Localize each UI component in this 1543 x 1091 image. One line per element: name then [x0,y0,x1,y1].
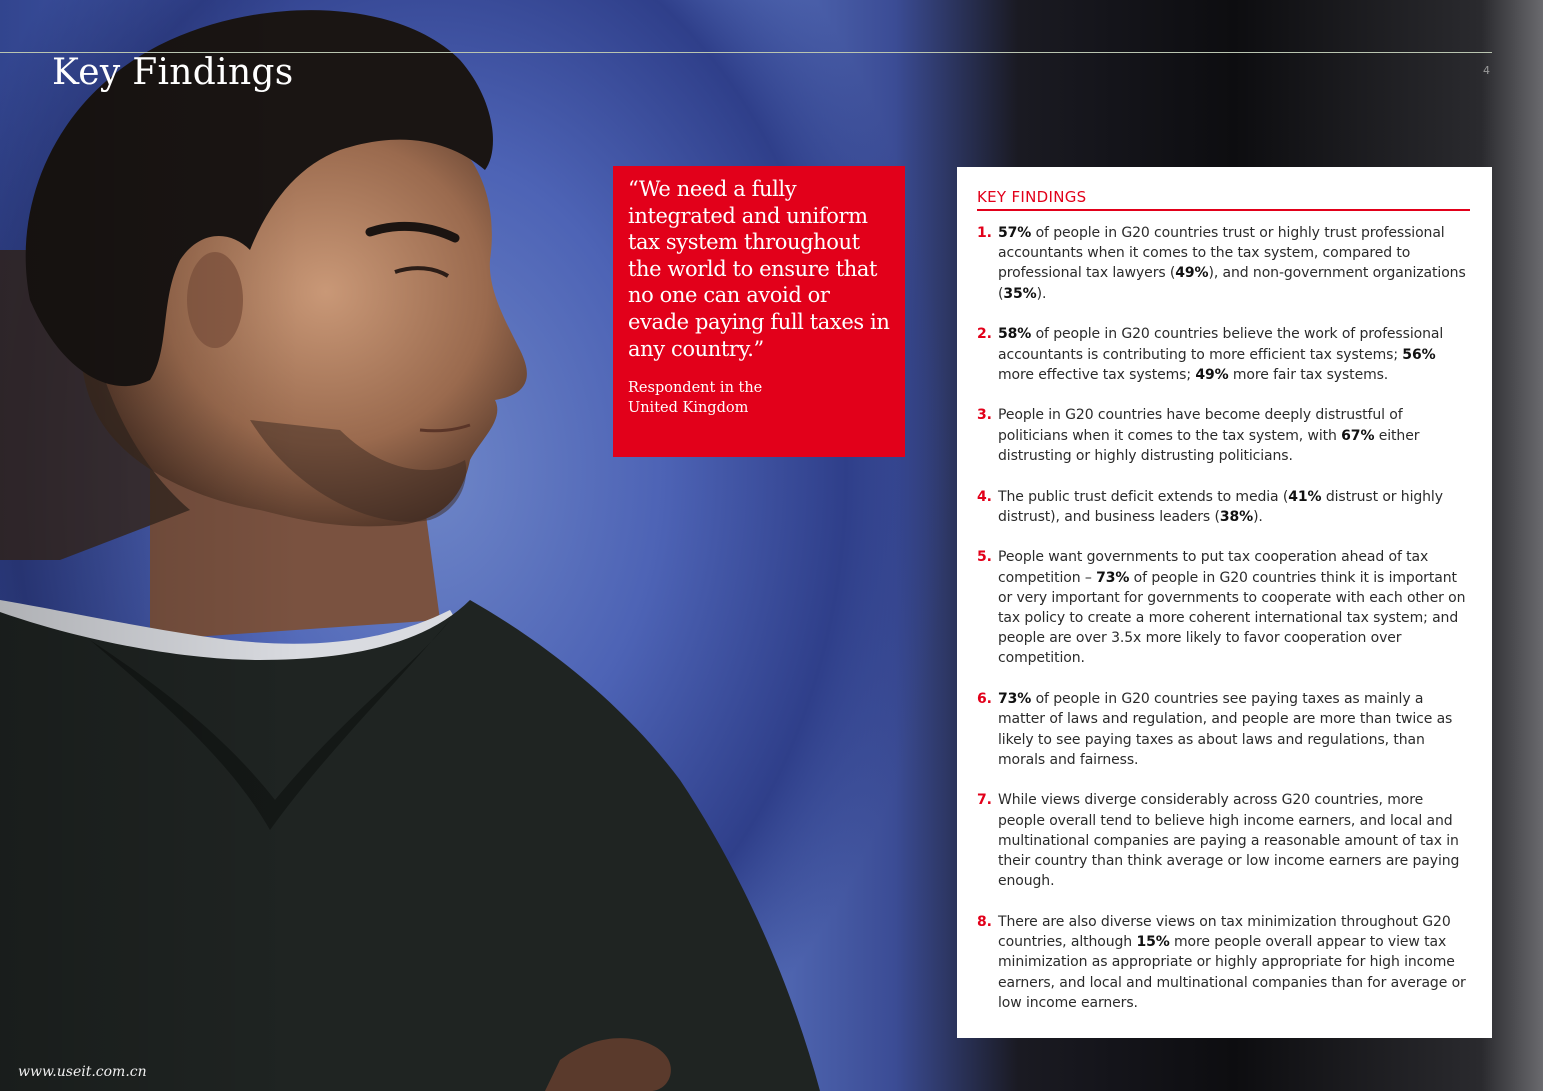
finding-number: 4. [977,488,992,505]
key-findings-panel [957,167,1492,1038]
finding-number: 1. [977,225,992,241]
finding-item [977,547,1470,668]
finding-percentage: 73% [998,691,1032,708]
finding-percentage: 38% [1219,508,1254,525]
finding-text: While views diverge considerably across G20 countries, more people overall tend to believe high income earners, and local and multinational companies are paying a reasonable amount of tax in their country than think average or low income earners are paying enough. [998,792,1460,890]
finding-item [977,223,1470,304]
finding-percentage: 49% [1175,265,1209,282]
findings-heading: KEY FINDINGS [977,188,1470,211]
finding-text: 57% of people in G20 countries trust or highly trust professional accountants when it comes to the tax system, compared to professional tax lawyers (49%), and non-government organizations (35%). [998,225,1466,302]
finding-text: 73% of people in G20 countries see paying taxes as mainly a matter of laws and regulation, and people are more than twice as likely to see paying taxes as about laws and regulations, than morals and fairness. [998,691,1453,768]
finding-percentage: 49% [1195,366,1229,383]
finding-number: 2. [977,326,992,343]
finding-percentage: 35% [1003,285,1037,302]
finding-percentage: 58% [998,326,1032,343]
finding-item [977,790,1470,891]
quote-attribution: Respondent in the United Kingdom [628,380,763,417]
finding-number: 3. [977,407,992,424]
page-title: Key Findings [52,52,294,93]
finding-percentage: 57% [998,225,1032,241]
finding-percentage: 41% [1288,488,1322,505]
finding-percentage: 56% [1402,346,1436,363]
finding-item [977,405,1470,466]
watermark-url: www.useit.com.cn [18,1064,147,1080]
finding-text: There are also diverse views on tax minimization throughout G20 countries, although 15% more people overall appear to view tax minimization as appropriate or highly appropriate for high income earners, and local and multinational companies than for average or low income earners. [998,913,1466,1011]
finding-number: 7. [977,792,992,809]
finding-text: People in G20 countries have become deeply distrustful of politicians when it comes to the tax system, with 67% either distrusting or highly distrusting politicians. [998,407,1420,464]
finding-text: The public trust deficit extends to media (41% distrust or highly distrust), and business leaders (38%). [998,488,1443,525]
finding-text: People want governments to put tax cooperation ahead of tax competition – 73% of people in G20 countries think it is important or very important for governments to cooperate with each other on tax policy to create a more coherent international tax system; and people are over 3.5x more likely to favor cooperation over competition. [998,549,1466,667]
finding-item [977,912,1470,1013]
finding-text: 58% of people in G20 countries believe the work of professional accountants is contributing to more efficient tax systems; 56% more effective tax systems; 49% more fair tax systems. [998,326,1444,383]
finding-item [977,324,1470,385]
finding-percentage: 15% [1136,934,1170,951]
finding-item [977,487,1470,527]
quote-text: “We need a fully integrated and uniform tax system throughout the world to ensure that no one can avoid or evade paying full taxes in any country.” [628,177,890,361]
finding-number: 6. [977,691,992,708]
finding-percentage: 73% [1096,569,1130,586]
finding-number: 8. [977,913,992,930]
finding-percentage: 67% [1341,427,1375,444]
finding-number: 5. [977,549,992,566]
finding-item [977,689,1470,770]
findings-list [977,223,1470,1013]
quote-box [613,166,905,457]
page-number: 4 [1483,64,1490,77]
